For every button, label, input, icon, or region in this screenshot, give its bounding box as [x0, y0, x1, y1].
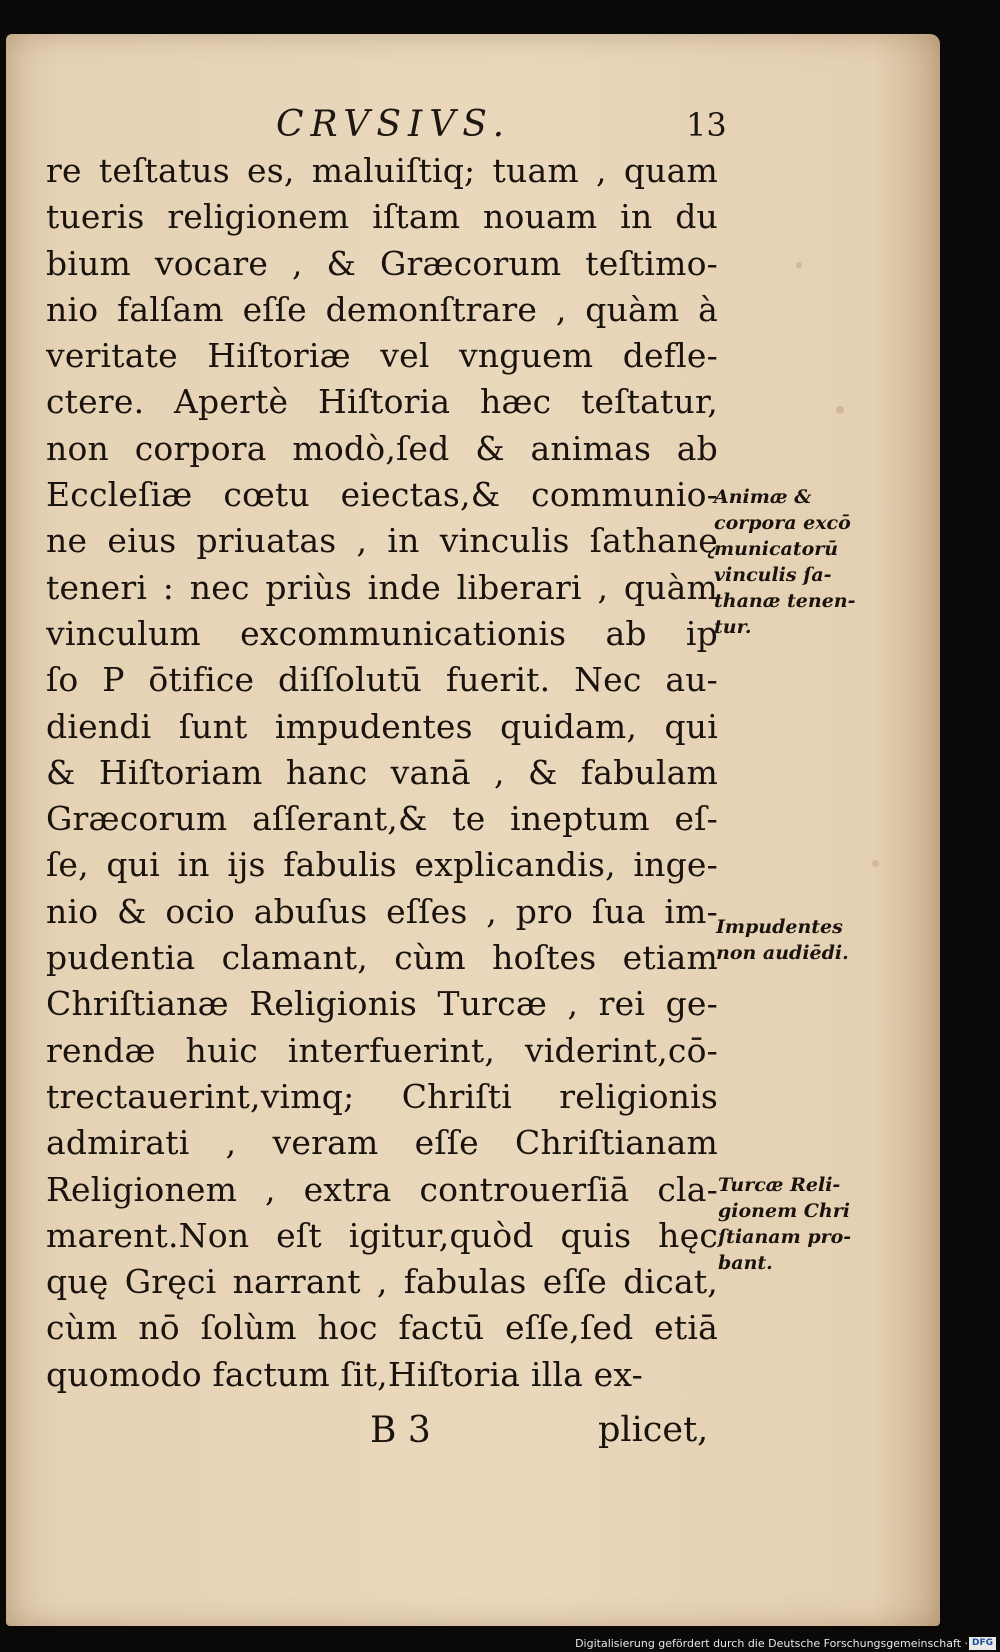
text-line: teneri : nec priùs inde liberari , quàm [46, 567, 718, 607]
digitization-credit: Digitalisierung gefördert durch die Deutsche Forschungsgemeinschaft · [575, 1637, 968, 1650]
text-line: trectauerint,vimq; Chriſti religionis [46, 1076, 718, 1116]
marginal-note-impudentes [716, 914, 849, 966]
marginal-note-line: Impudentes [716, 916, 843, 938]
running-header-title: CRVSIVS. [276, 104, 512, 145]
marginal-note-line: vinculis ſa- [714, 564, 832, 586]
text-line: Eccleſiæ cœtu eiectas,& communio- [46, 475, 718, 515]
marginal-note-line: municatorū [714, 538, 839, 560]
text-line: non corpora modò,ſed & animas ab [46, 428, 718, 468]
text-line: veritate Hiſtoriæ vel vnguem defle- [46, 336, 718, 376]
text-line: nio falſam eſſe demonſtrare , quàm à [46, 289, 718, 329]
catchword: plicet, [598, 1410, 709, 1450]
text-line: admirati , veram eſſe Chriſtianam [46, 1123, 718, 1163]
text-line: re teſtatus es, maluiſtiq; tuam , quam [46, 151, 718, 190]
marginal-note-soul-body [714, 484, 856, 640]
marginal-note-line: Turcæ Reli- [718, 1174, 841, 1196]
text-line: rendæ huic interfuerint, viderint,cō- [46, 1030, 718, 1070]
text-line: ne eius priuatas , in vinculis ſathanę [46, 521, 718, 561]
marginal-note-line: tur. [714, 616, 752, 638]
text-line: vinculum excommunicationis ab ip [46, 613, 718, 653]
marginal-note-line: bant. [718, 1252, 773, 1274]
text-line: pudentia clamant, cùm hoſtes etiam [46, 938, 718, 978]
text-line: ſe, qui in ijs fabulis explicandis, inge- [46, 845, 718, 885]
paper-stain [836, 406, 844, 414]
text-line: & Hiſtoriam hanc vanā , & fabulam [46, 752, 718, 792]
text-line: tueris religionem iſtam nouam in du [46, 197, 718, 237]
text-line: quomodo factum ſit,Hiſtoria illa ex- [46, 1354, 643, 1394]
signature-mark: B 3 [370, 1410, 431, 1451]
text-line: diendi ſunt impudentes quidam, qui [46, 706, 718, 746]
text-line: marent.Non eſt igitur,quòd quis hęc [46, 1215, 718, 1255]
text-line: Chriſtianæ Religionis Turcæ , rei ge- [46, 984, 718, 1024]
text-line: ctere. Apertè Hiſtoria hæc teſtatur, [46, 382, 718, 422]
text-line: cùm nō ſolùm hoc factū eſſe,ſed etiā [46, 1308, 718, 1348]
marginal-note-turcae [718, 1172, 851, 1276]
paper-stain [796, 262, 802, 268]
marginal-note-line: non audiēdi. [716, 942, 849, 964]
text-line: ſo P ōtifice diſſolutū fuerit. Nec au- [46, 660, 718, 700]
marginal-note-line: ſtianam pro- [718, 1226, 852, 1248]
text-line: Religionem , extra controuerſiā cla- [46, 1169, 718, 1209]
marginal-note-line: thanæ tenen- [714, 590, 856, 612]
marginal-note-line: corpora excō [714, 512, 851, 534]
text-line: bium vocare , & Græcorum teſtimo- [46, 243, 718, 283]
body-text [46, 148, 718, 1398]
dfg-logo: DFG [969, 1637, 996, 1650]
paper-stain [872, 860, 879, 867]
marginal-note-line: Animæ & [714, 486, 812, 508]
marginal-note-line: gionem Chri [718, 1200, 850, 1222]
page-number: 13 [686, 106, 727, 144]
text-line: nio & ocio abuſus eſſes , pro ſua im- [46, 891, 718, 931]
text-line: quę Gręci narrant , fabulas eſſe dicat, [46, 1262, 718, 1302]
text-line: Græcorum aſſerant,& te ineptum eſ- [46, 799, 718, 839]
